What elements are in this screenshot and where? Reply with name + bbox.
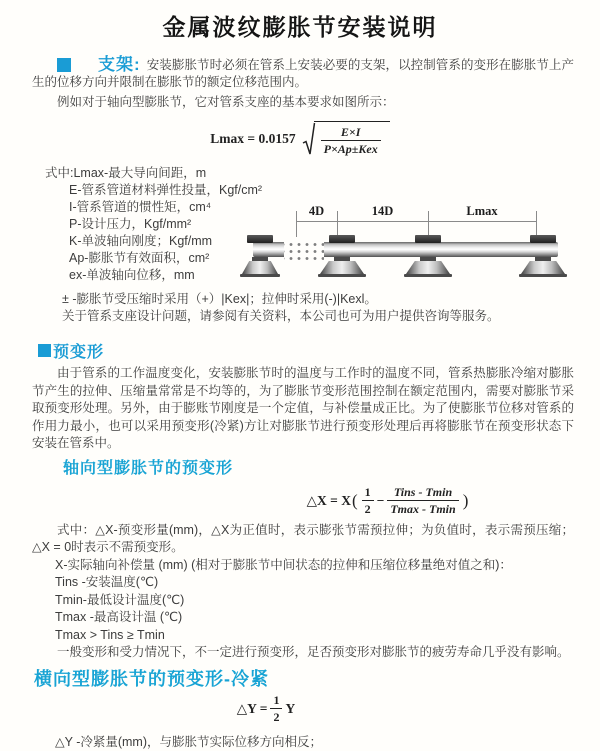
bellows-joint (284, 239, 324, 260)
dimension-tick (337, 211, 338, 237)
support-base (519, 274, 567, 277)
definition-row (45, 165, 600, 182)
preform-section-heading (38, 339, 600, 362)
axial-preform-subheading: 轴向型膨胀节的预变形 (63, 459, 234, 477)
formula-dy-lhs: △Y = (236, 700, 268, 716)
fraction-numerator: 1 (273, 693, 280, 708)
formula-delta-x (307, 484, 470, 518)
fraction-half (362, 485, 374, 516)
pipe-anchor (242, 235, 278, 280)
dimension-line (296, 221, 536, 222)
axial-line: Tmin-最低设计温度(℃) (55, 592, 185, 607)
open-paren: ( (351, 490, 358, 510)
definition-row: P-设计压力，Kgf/mm² (69, 217, 192, 232)
axial-preform-formula (0, 479, 600, 518)
support-base (240, 274, 280, 277)
formula-lmax-lhs: Lmax = 0.0157 (210, 131, 296, 147)
support-base (318, 274, 366, 277)
pipe-support (521, 235, 565, 280)
axial-line: X-实际轴向补偿量 (mm) (相对于膨胀节中间状态的拉伸和压缩位移量绝对值之和)： (55, 557, 512, 572)
axial-line: Tins -安装温度(℃) (55, 575, 159, 590)
dimension-tick (428, 211, 429, 237)
definition-row: E-管系管道材料弹性投量，Kgf/cm² (69, 183, 263, 198)
guide-spacing-formula (0, 111, 600, 159)
fraction-numerator: 1 (364, 485, 371, 500)
formula-dy-rhs: Y (285, 700, 296, 716)
preform-section-label: 预变形 (53, 344, 105, 362)
definition-text: Lmax-最大导向间距，m (73, 166, 207, 181)
preform-body-paragraph: 由于管系的工作温度变化，安装膨胀节时的温度与工作时的温度不同，管系热膨胀冷缩对膨胀节产生的拉伸、压缩量常常是不均等的，为了膨胀节变形范围控制在额定范围内，需要对膨胀节采取预变形处理。另外，由于膨账节刚度是一个定值，与补偿量成正比。为了使膨胀节位移对管系的作用力最小，也可以采用预变形(冷紧)方让对膨胀节进行预变形处理后再将膨胀节在预变形状态下安装在管系中。 (32, 366, 574, 451)
page-title: 金属波纹膨胀节安装说明 (162, 14, 438, 40)
axial-definition-lines (55, 557, 574, 645)
dim-label-lmax: Lmax (466, 204, 498, 218)
sqrt-content (314, 121, 390, 157)
definition-row: Ap-膨胀节有效面积，cm² (69, 251, 210, 266)
axial-line: Tmax -最高设计温 (℃) (55, 610, 183, 625)
fraction-denominator: 2 (362, 500, 374, 516)
support-section-label: 支架: (98, 55, 141, 74)
dim-label-4d: 4D (308, 204, 325, 218)
support-saddle (320, 261, 364, 274)
lateral-preform-formula (0, 690, 600, 724)
support-example-line: 例如对于轴向型膨胀节，它对管系支座的基本要求如图所示： (57, 94, 395, 109)
pipe-clamp (415, 235, 441, 243)
fraction-half (270, 693, 282, 724)
support-base (404, 274, 452, 277)
support-saddle (242, 261, 278, 274)
definition-row: K-单波轴向刚度；Kgf/mm (69, 234, 213, 249)
axial-where-note: 式中：△X-预变形量(mm)，△X为正值时，表示膨张节需预拉伸；为负值时，表示需预压缩；△X = 0时表示不需预变形。 (32, 522, 574, 555)
fraction-temperature (387, 485, 458, 516)
consult-note: 关于管系支座设计问题，请参阅有关资料，本公司也可为用户提供咨询等服务。 (62, 309, 500, 324)
fraction-denominator: P×Ap±Kex (321, 140, 381, 156)
section-bullet-icon (57, 58, 71, 72)
dim-label-14d: 14D (371, 204, 394, 218)
dimension-tick (296, 211, 297, 237)
pipe-support (406, 235, 450, 280)
fraction-numerator: E×I (340, 125, 361, 140)
support-section-heading (57, 56, 141, 74)
close-paren: ) (462, 490, 469, 510)
dimension-tick (536, 211, 537, 237)
minus-operator: − (376, 492, 385, 508)
fraction (321, 125, 381, 156)
pipe-clamp (530, 235, 556, 243)
lateral-preform-subheading: 横向型膨胀节的预变形-冷紧 (34, 668, 269, 689)
support-intro-text: 安装膨胀节时必须在管系上安装必要的支架，以控制管系的变形在膨胀节上产生的位移方向并限制在膨胀节的额定位移范围内。 (32, 57, 574, 90)
pipe-support-diagram (250, 204, 566, 304)
pipe-clamp (247, 235, 273, 243)
support-saddle (521, 261, 565, 274)
fraction-denominator: 2 (270, 708, 282, 724)
formula-delta-y (237, 694, 295, 724)
plus-minus-note: ± -膨胀节受压缩时采用（+）|Kex|；拉伸时采用(-)|Kexl。 (62, 292, 377, 307)
definition-row: I-管系管道的惯性矩，cm⁴ (69, 200, 212, 215)
where-label: 式中: (45, 166, 74, 181)
axial-line: Tmax > Tins ≥ Tmin (55, 627, 165, 642)
support-saddle (406, 261, 450, 274)
fraction-denominator: Tmax - Tmin (387, 500, 458, 516)
section-bullet-icon (38, 344, 51, 357)
definition-row: ex-单波轴向位移，mm (69, 268, 195, 283)
pipe-support (320, 235, 364, 280)
fraction-numerator: Tins - Tmin (393, 485, 453, 500)
pipe-clamp (329, 235, 355, 243)
sqrt-radical (302, 121, 390, 157)
document-page (0, 12, 600, 749)
formula-lmax (210, 119, 389, 159)
axial-tail-note: 一般变形和受力情况下，不一定进行预变形，足否预变形对膨胀节的疲劳寿命几乎没有影响。 (57, 645, 570, 660)
formula-dx-lhs: △X = X (306, 492, 351, 508)
lateral-note: △Y -冷紧量(mm)，与膨胀节实际位移方向相反； (55, 734, 323, 749)
support-intro-paragraph (32, 56, 574, 92)
